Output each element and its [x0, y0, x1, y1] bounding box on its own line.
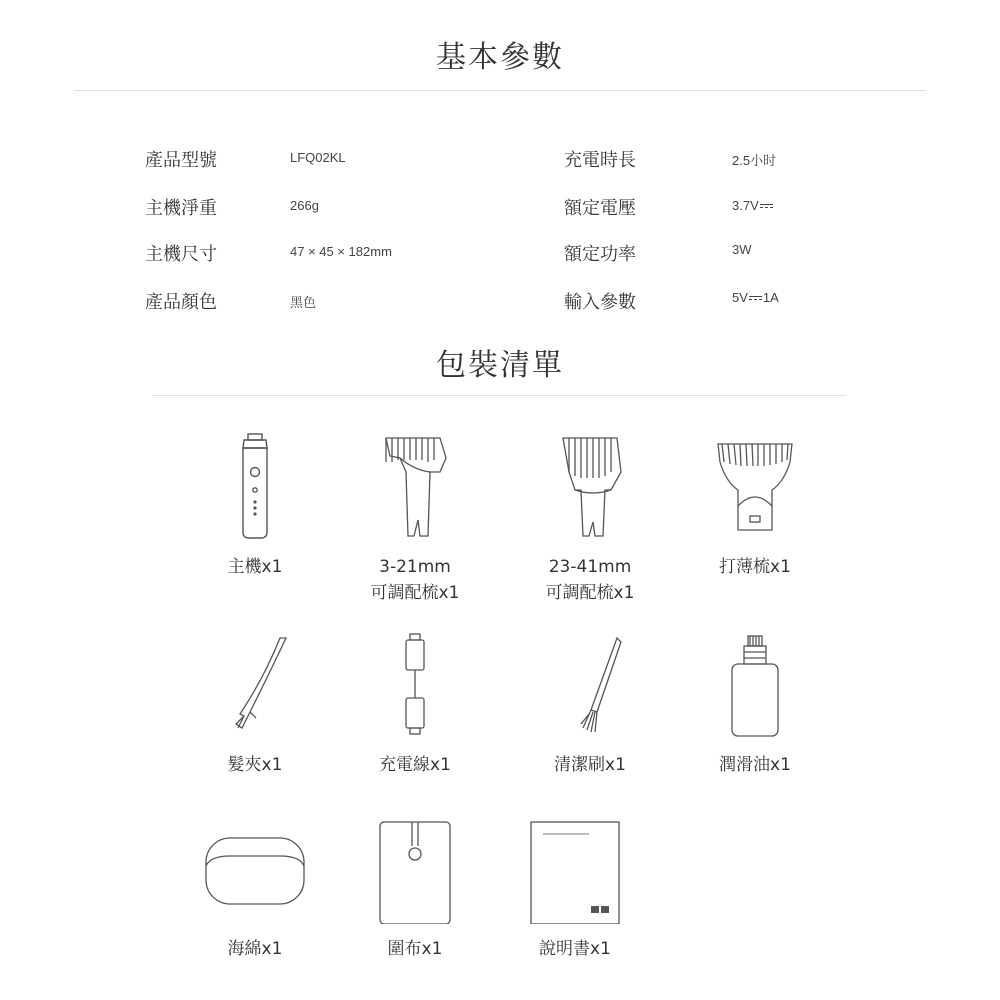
item-label: 打薄梳x1 [719, 557, 791, 577]
package-title: 包裝清單 [436, 348, 564, 383]
thinning-comb-icon [710, 432, 800, 542]
comb-23-41mm-icon [545, 432, 635, 542]
package-item-comb-3-21 [325, 432, 505, 606]
item-label: 髮夾x1 [227, 755, 283, 775]
package-item-charging-cable [325, 632, 505, 778]
comb-3-21mm-icon [370, 432, 460, 542]
package-item-trimmer [165, 432, 345, 580]
spec-label-input: 輸入參數 [564, 292, 636, 313]
spec-value-charge-time: 2.5小时 [732, 153, 777, 168]
package-item-hair-clip [165, 632, 345, 778]
spec-label-rated-voltage: 額定電壓 [564, 198, 636, 219]
spec-label-model: 產品型號 [145, 150, 217, 171]
voltage-text: 3.7V [732, 198, 759, 213]
spec-label-dimensions: 主機尺寸 [145, 244, 217, 265]
package-item-manual [485, 820, 665, 962]
package-item-comb-23-41 [500, 432, 680, 606]
apron-icon [370, 820, 460, 924]
hair-clip-icon [210, 632, 300, 740]
package-item-apron [325, 820, 505, 962]
manual-icon [525, 820, 625, 924]
dc-symbol-icon [749, 295, 762, 302]
item-label: 海綿x1 [227, 939, 283, 959]
spec-value-rated-power: 3W [732, 242, 752, 257]
spec-label-weight: 主機淨重 [145, 198, 217, 219]
spec-value-color: 黑色 [290, 295, 317, 310]
package-item-thinning-comb [665, 432, 845, 580]
specs-title: 基本參數 [436, 40, 564, 75]
item-label: 潤滑油x1 [719, 755, 791, 775]
item-label-2: 可調配梳x1 [545, 583, 635, 603]
item-label: 3-21mm [379, 557, 451, 577]
package-item-sponge [165, 820, 345, 962]
dc-symbol-icon [760, 203, 773, 210]
package-divider [152, 395, 846, 396]
spec-value-dimensions: 47 × 45 × 182mm [290, 244, 392, 259]
spec-value-weight: 266g [290, 198, 319, 213]
item-label: 23-41mm [548, 557, 632, 577]
item-label-2: 可調配梳x1 [370, 583, 460, 603]
trimmer-icon [225, 432, 285, 542]
package-item-oil [665, 632, 845, 778]
item-label: 說明書x1 [539, 939, 611, 959]
oil-bottle-icon [710, 632, 800, 740]
package-item-cleaning-brush [500, 632, 680, 778]
item-label: 主機x1 [227, 557, 283, 577]
spec-value-input: 5V 1A [732, 290, 779, 305]
sponge-icon [200, 820, 310, 924]
spec-value-rated-voltage [732, 198, 774, 213]
specs-divider [74, 90, 926, 91]
item-label: 圍布x1 [387, 939, 443, 959]
spec-label-rated-power: 額定功率 [564, 244, 636, 265]
item-label: 清潔刷x1 [554, 755, 626, 775]
cleaning-brush-icon [545, 632, 635, 740]
item-label: 充電線x1 [379, 755, 451, 775]
spec-label-color: 產品顏色 [145, 292, 217, 313]
spec-value-model: LFQ02KL [290, 150, 346, 165]
charging-cable-icon [370, 632, 460, 740]
spec-label-charge-time: 充電時長 [564, 150, 636, 171]
